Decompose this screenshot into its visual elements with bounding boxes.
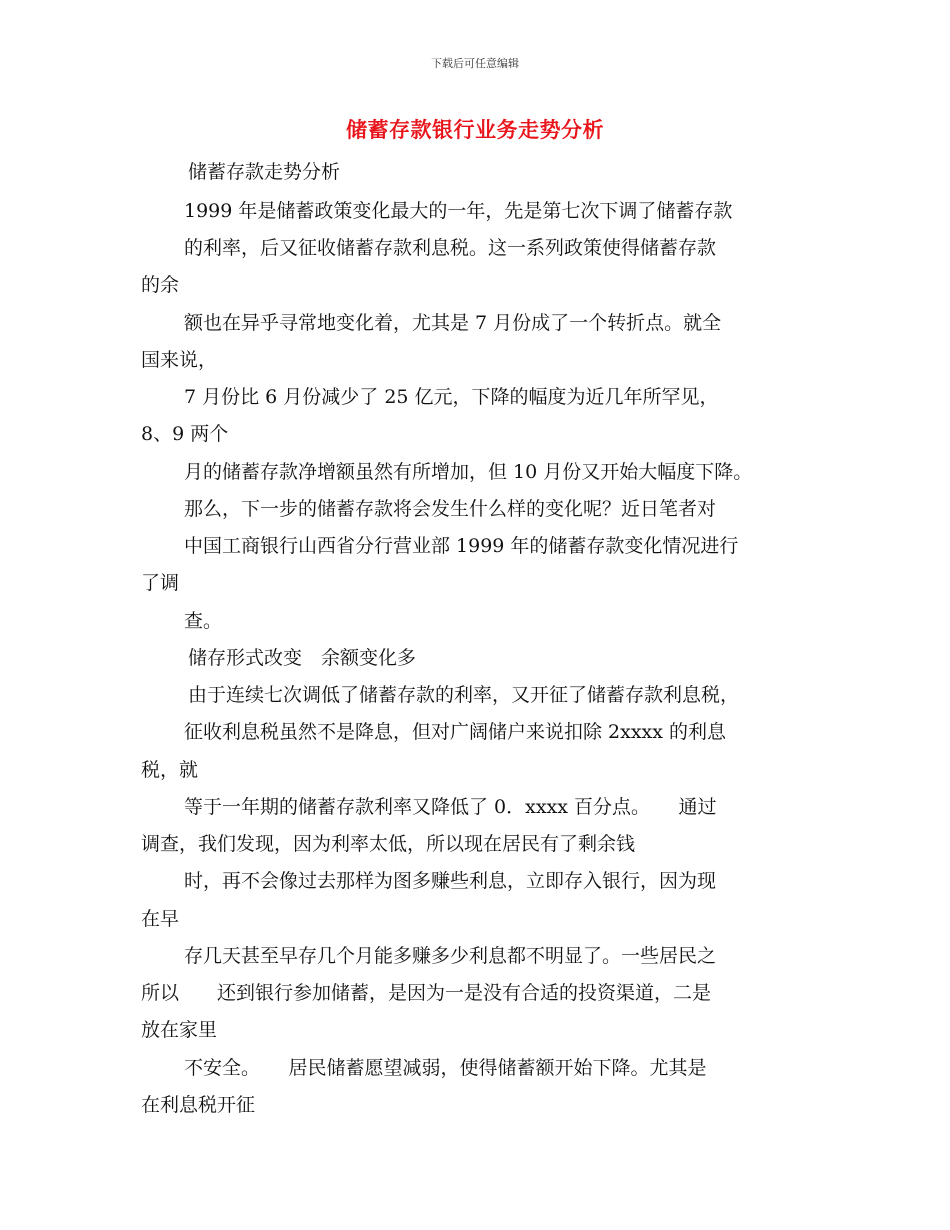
section-heading: 储存形式改变 余额变化多 [188, 647, 417, 669]
body-line: 的利率，后又征收储蓄存款利息税。这一系列政策使得储蓄存款 [184, 237, 717, 259]
body-line: 中国工商银行山西省分行营业部 1999 年的储蓄存款变化情况进行 [184, 535, 739, 557]
body-line: 的余 [141, 274, 180, 296]
body-line: 1999 年是储蓄政策变化最大的一年，先是第七次下调了储蓄存款 [184, 200, 733, 222]
body-line: 税，就 [141, 759, 199, 781]
document-title: 储蓄存款银行业务走势分析 [346, 118, 604, 142]
page-header-note: 下载后可任意编辑 [431, 57, 519, 70]
body-line: 不安全。 居民储蓄愿望减弱，使得储蓄额开始下降。尤其是 [184, 1057, 707, 1079]
body-line: 由于连续七次调低了储蓄存款的利率，又开征了储蓄存款利息税， [188, 684, 740, 706]
body-line: 调查，我们发现，因为利率太低，所以现在居民有了剩余钱 [141, 833, 636, 855]
body-line: 月的储蓄存款净增额虽然有所增加，但 10 月份又开始大幅度下降。 [184, 461, 753, 483]
body-line: 等于一年期的储蓄存款利率又降低了 0．xxxx 百分点。 通过 [184, 796, 717, 818]
body-line: 在早 [141, 908, 180, 930]
body-line: 征收利息税虽然不是降息，但对广阔储户来说扣除 2xxxx 的利息 [184, 721, 727, 743]
body-line: 放在家里 [141, 1019, 218, 1041]
body-line: 查。 [184, 610, 223, 632]
body-line: 所以 还到银行参加储蓄，是因为一是没有合适的投资渠道，二是 [141, 982, 712, 1004]
body-line: 8、9 两个 [141, 423, 229, 445]
body-line: 存几天甚至早存几个月能多赚多少利息都不明显了。一些居民之 [184, 945, 717, 967]
body-line: 了调 [141, 572, 180, 594]
body-line: 在利息税开征 [141, 1094, 256, 1116]
section-heading: 储蓄存款走势分析 [188, 161, 341, 183]
body-line: 7 月份比 6 月份减少了 25 亿元，下降的幅度为近几年所罕见， [184, 386, 719, 408]
body-line: 那么，下一步的储蓄存款将会发生什么样的变化呢？近日笔者对 [184, 498, 717, 520]
body-line: 额也在异乎寻常地变化着，尤其是 7 月份成了一个转折点。就全 [184, 312, 722, 334]
body-line: 时，再不会像过去那样为图多赚些利息，立即存入银行，因为现 [184, 870, 717, 892]
body-line: 国来说， [141, 349, 218, 371]
